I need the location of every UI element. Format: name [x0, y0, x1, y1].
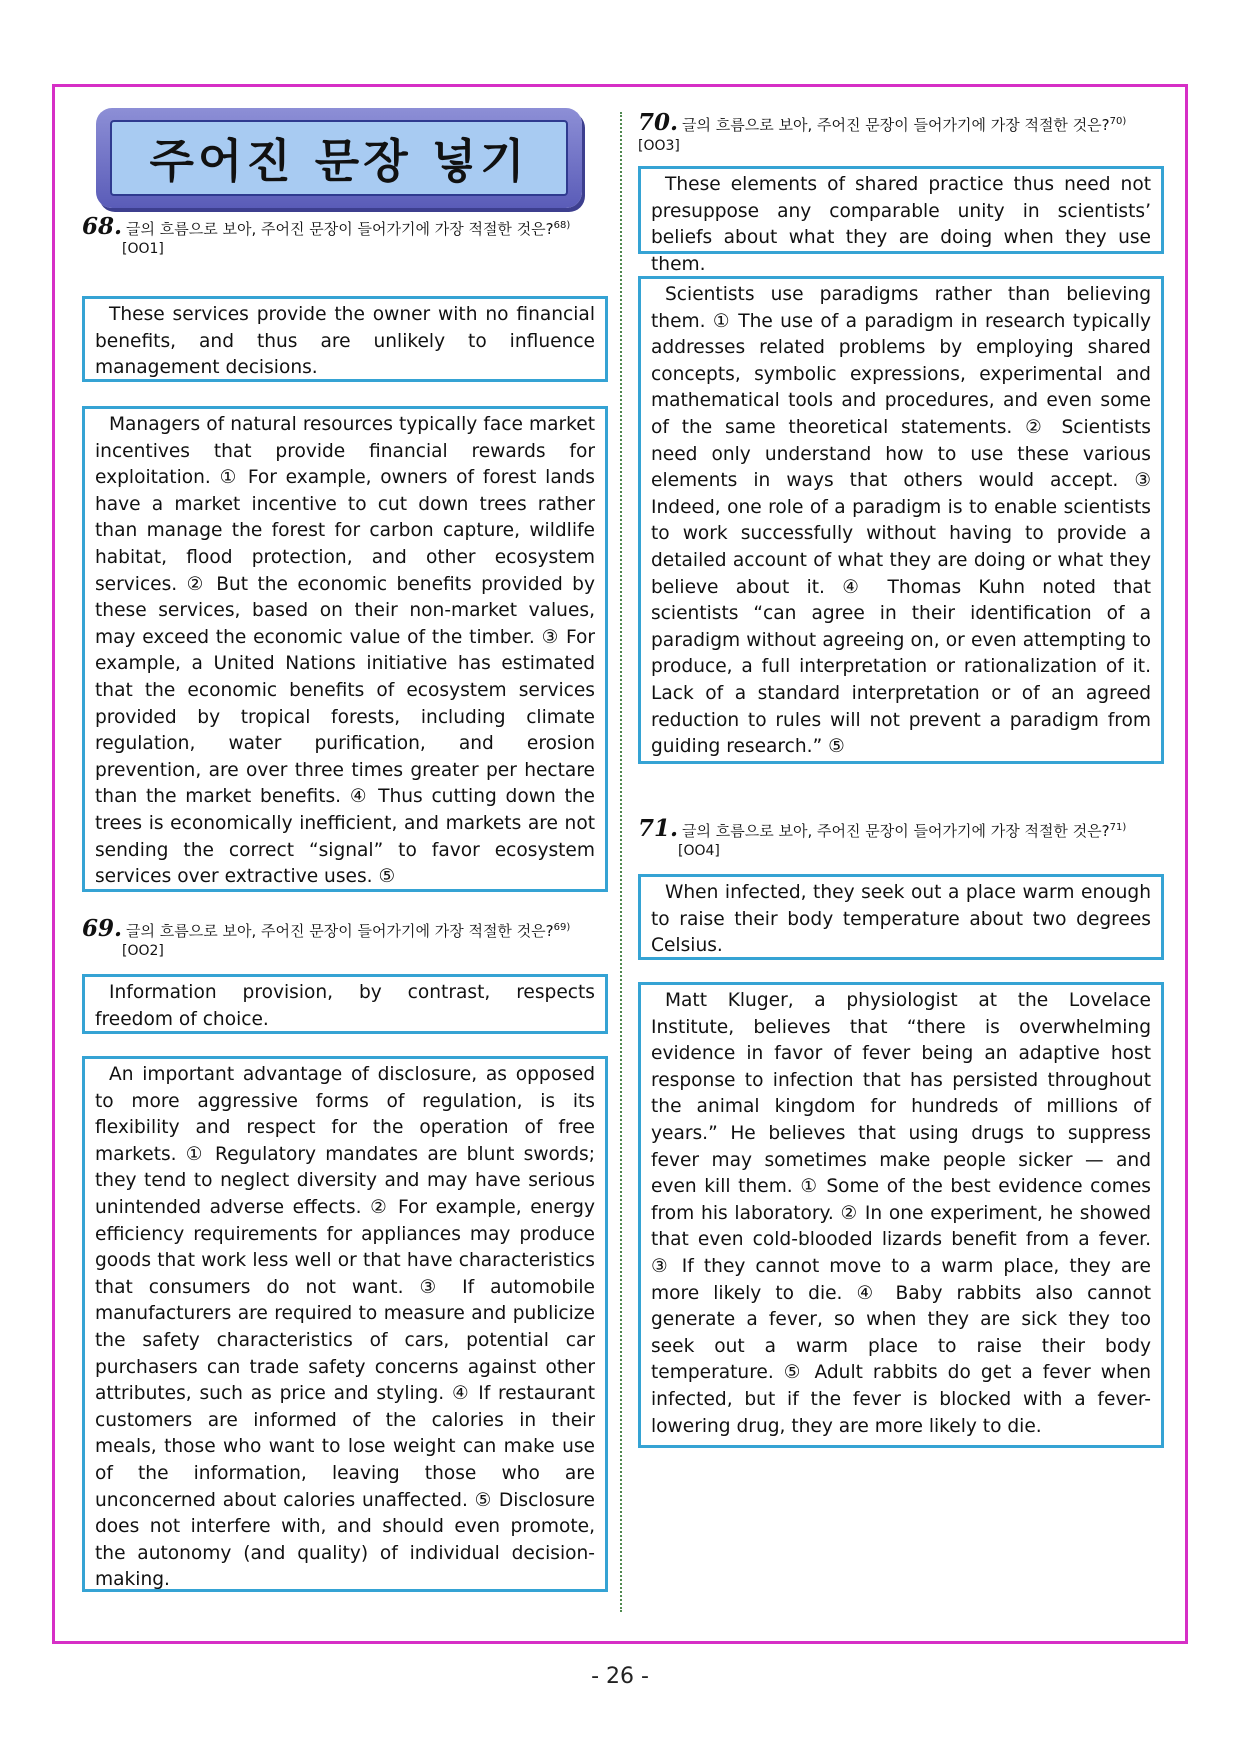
question-prompt: 글의 흐름으로 보아, 주어진 문장이 들어가기에 가장 적절한 것은?	[126, 220, 554, 238]
question-code: [OO1]	[122, 241, 164, 257]
given-sentence-box-69	[82, 974, 608, 1034]
footnote-marker: 69)	[553, 922, 571, 933]
given-sentence: These elements of shared practice thus need not presuppose any comparable unity in scientists’ beliefs about what they are doing when they use them.	[651, 174, 1151, 275]
passage-box-68	[82, 406, 608, 892]
question-70-header	[638, 109, 1168, 156]
question-prompt: 글의 흐름으로 보아, 주어진 문장이 들어가기에 가장 적절한 것은?	[682, 822, 1110, 840]
footnote-marker: 71)	[1109, 822, 1127, 833]
section-banner-inner	[110, 120, 568, 196]
footnote-marker: 68)	[553, 220, 571, 231]
given-sentence: When infected, they seek out a place warm enough to raise their body temperature about two degrees Celsius.	[651, 882, 1151, 957]
question-68-header	[82, 213, 612, 259]
section-title: 주어진 문장 넣기	[149, 134, 529, 188]
question-69-header	[82, 915, 612, 961]
question-number: 69.	[82, 915, 123, 942]
passage-text: Managers of natural resources typically face market incentives that provide financial rewards for exploitation. ① For example, owners of forest lands have a market incentive to cut down trees rather than manage the forest for carbon capture, wildlife habitat, flood protection, and other ecosystem services. ② But the economic benefits provided by these services, based on their non-market values, may exceed the economic value of the timber. ③ For example, a United Nations initiative has estimated that the economic benefits of ecosystem services provided by tropical forests, including climate regulation, water purification, and erosion prevention, are over three times greater per hectare than the market benefits. ④ Thus cutting down the trees is economically inefficient, and markets are not sending the correct “signal” to favor ecosystem services over extractive uses. ⑤	[95, 414, 595, 888]
passage-text: Scientists use paradigms rather than believing them. ① The use of a paradigm in research typically addresses related problems by employing shared concepts, symbolic expressions, experimental and mathematical tools and procedures, and even some of the same theoretical statements. ② Scientists need only understand how to use these various elements in ways that others would accept. ③ Indeed, one role of a paradigm is to enable scientists to work successfully without having to provide a detailed account of what they are doing or what they believe about it. ④ Thomas Kuhn noted that scientists “can agree in their identification of a paradigm without agreeing on, or even attempting to produce, a full interpretation or rationalization of it. Lack of a standard interpretation or of an agreed reduction to rules will not prevent a paradigm from guiding research.” ⑤	[651, 284, 1151, 758]
question-number: 71.	[638, 815, 679, 842]
given-sentence-box-68	[82, 296, 608, 382]
question-code: [OO3]	[638, 138, 680, 154]
question-prompt: 글의 흐름으로 보아, 주어진 문장이 들어가기에 가장 적절한 것은?	[126, 922, 554, 940]
passage-text: An important advantage of disclosure, as opposed to more aggressive forms of regulation, is its flexibility and respect for the operation of free markets. ① Regulatory mandates are blunt swords; they tend to neglect diversity and may have serious unintended adverse effects. ② For example, energy efficiency requirements for appliances may produce goods that work less well or that have characteristics that consumers do not want. ③ If automobile manufacturers are required to measure and publicize the safety characteristics of cars, potential car purchasers can trade safety concerns against other attributes, such as price and styling. ④ If restaurant customers are informed of the calories in their meals, those who want to lose weight can make use of the information, leaving those who are unconcerned about calories unaffected. ⑤ Disclosure does not interfere with, and should even promote, the autonomy (and quality) of individual decision-making.	[95, 1064, 595, 1591]
given-sentence-box-71	[638, 874, 1164, 960]
page-number: - 26 -	[591, 1664, 649, 1689]
question-number: 70.	[638, 109, 679, 136]
given-sentence: Information provision, by contrast, respects freedom of choice.	[95, 982, 595, 1030]
question-head	[82, 915, 612, 961]
question-head	[638, 109, 1168, 156]
given-sentence-box-70	[638, 166, 1164, 275]
question-code: [OO2]	[122, 943, 164, 959]
passage-box-71	[638, 982, 1164, 1448]
passage-box-69	[82, 1056, 608, 1592]
passage-box-70	[638, 276, 1164, 764]
question-71-header	[638, 815, 1168, 861]
section-banner	[96, 108, 582, 208]
question-head	[82, 213, 612, 259]
question-head	[638, 815, 1168, 861]
question-number: 68.	[82, 213, 123, 240]
column-divider	[620, 112, 622, 1612]
question-prompt: 글의 흐름으로 보아, 주어진 문장이 들어가기에 가장 적절한 것은?	[682, 116, 1110, 134]
given-sentence: These services provide the owner with no financial benefits, and thus are unlikely to influence management decisions.	[95, 304, 595, 379]
question-code: [OO4]	[678, 843, 720, 859]
passage-text: Matt Kluger, a physiologist at the Lovelace Institute, believes that “there is overwhelming evidence in favor of fever being an adaptive host response to infection that has persisted throughout the animal kingdom for hundreds of millions of years.” He believes that using drugs to suppress fever may sometimes make people sicker — and even kill them. ① Some of the best evidence comes from his laboratory. ② In one experiment, he showed that even cold-blooded lizards benefit from a fever. ③ If they cannot move to a warm place, they are more likely to die. ④ Baby rabbits also cannot generate a fever, so when they are sick they too seek out a warm place to raise their body temperature. ⑤ Adult rabbits do get a fever when infected, but if the fever is blocked with a fever-lowering drug, they are more likely to die.	[651, 990, 1151, 1437]
footnote-marker: 70)	[1109, 116, 1127, 127]
